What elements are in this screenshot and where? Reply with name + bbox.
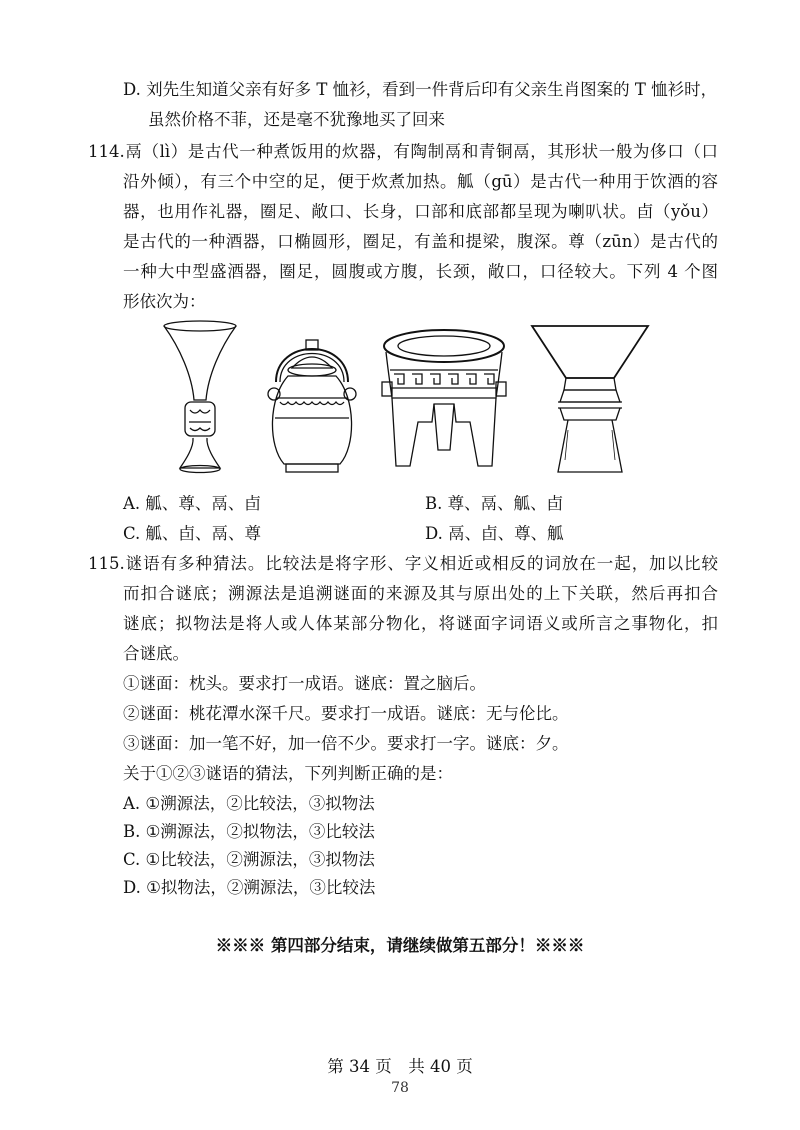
q115-riddle-3: ③谜面：加一笔不好，加一倍不少。要求打一字。谜底：夕。: [123, 734, 569, 753]
li-vessel-icon: [378, 326, 510, 476]
q114-stem-line: 一种大中型盛酒器，圈足，圆腹或方腹，长颈，敞口，口径较大。下列 4 个图: [123, 262, 718, 281]
q115-stem-line: 115.谜语有多种猜法。比较法是将字形、字义相近或相反的词放在一起，加以比较: [88, 554, 718, 573]
q115-riddle-2: ②谜面：桃花潭水深千尺。要求打一成语。谜底：无与伦比。: [123, 704, 569, 723]
q115-stem-line: 而扣合谜底；溯源法是追溯谜面的来源及其与原出处的上下关联，然后再扣合: [123, 584, 718, 603]
q115-option-a[interactable]: A. ①溯源法，②比较法，③拟物法: [123, 794, 375, 813]
q114-option-a[interactable]: A. 觚、尊、鬲、卣: [123, 494, 261, 513]
q115-riddle-1: ①谜面：枕头。要求打一成语。谜底：置之脑后。: [123, 674, 486, 693]
q114-option-b[interactable]: B. 尊、鬲、觚、卣: [425, 494, 564, 513]
q114-stem-line: 114.鬲（lì）是古代一种煮饭用的炊器，有陶制鬲和青铜鬲，其形状一般为侈口（口: [88, 142, 718, 161]
gu-vessel-figure: [160, 318, 240, 476]
q114-stem-line: 形依次为：: [123, 292, 206, 311]
page-number: 78: [391, 1080, 409, 1096]
gu-vessel-icon: [160, 318, 240, 476]
zun-vessel-icon: [528, 320, 652, 478]
q115-question: 关于①②③谜语的猜法，下列判断正确的是：: [123, 764, 453, 783]
q115-stem-line: 合谜底。: [123, 644, 189, 663]
li-vessel-figure: [378, 326, 510, 476]
q114-stem-line: 沿外倾），有三个中空的足，便于炊煮加热。觚（gū）是古代一种用于饮酒的容: [123, 172, 718, 191]
q115-option-d[interactable]: D. ①拟物法，②溯源法，③比较法: [123, 878, 376, 897]
q113-option-d-line2: 虽然价格不菲，还是毫不犹豫地买了回来: [148, 110, 445, 129]
q114-option-d[interactable]: D. 鬲、卣、尊、觚: [425, 524, 564, 543]
q115-option-c[interactable]: C. ①比较法，②溯源法，③拟物法: [123, 850, 375, 869]
q115-option-b[interactable]: B. ①溯源法，②拟物法，③比较法: [123, 822, 375, 841]
section-end-banner: ※※※ 第四部分结束，请继续做第五部分！※※※: [215, 936, 585, 955]
q115-stem-line: 谜底；拟物法是将人或人体某部分物化，将谜面字词语义或所言之事物化，扣: [123, 614, 718, 633]
q114-stem-line: 器，也用作礼器，圈足、敞口、长身，口部和底部都呈现为喇叭状。卣（yǒu）: [123, 202, 718, 221]
page-label: 第 34 页 共 40 页: [327, 1057, 473, 1076]
q113-option-d-line1: D. 刘先生知道父亲有好多 T 恤衫，看到一件背后印有父亲生肖图案的 T 恤衫时，: [123, 80, 718, 99]
you-vessel-figure: [262, 318, 362, 476]
q114-option-c[interactable]: C. 觚、卣、鬲、尊: [123, 524, 262, 543]
zun-vessel-figure: [528, 320, 652, 478]
q114-stem-line: 是古代的一种酒器，口椭圆形，圈足，有盖和提梁，腹深。尊（zūn）是古代的: [123, 232, 718, 251]
you-vessel-icon: [262, 318, 362, 476]
